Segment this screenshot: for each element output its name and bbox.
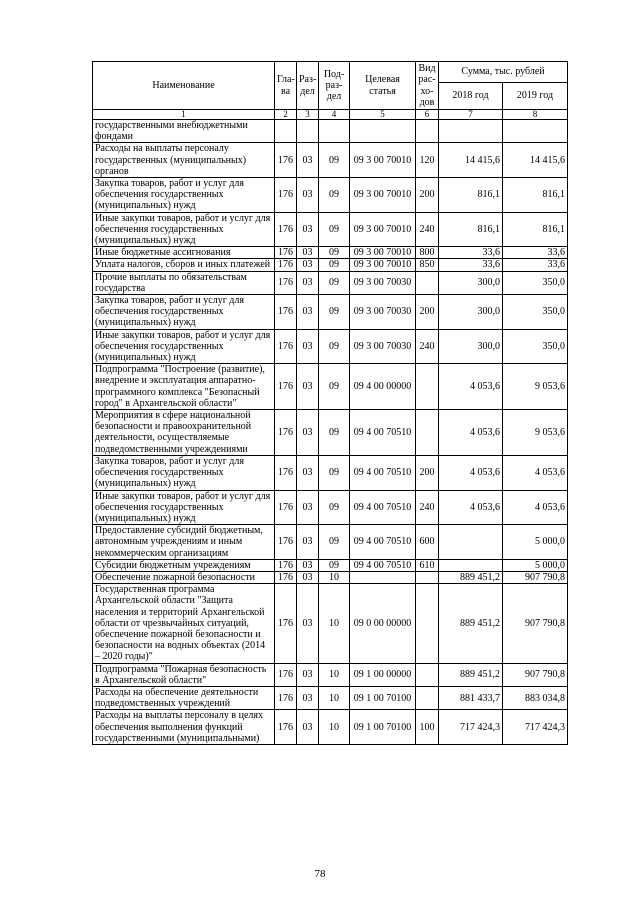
row-target: 09 3 00 70030 [350, 295, 416, 330]
row-razdel: 03 [297, 559, 319, 571]
row-name: Государственная программа Архангельской области "Защита населения и территорий Архангельской области от чрезвычайных ситуаций, обеспечение пожарной безопасности и безопасности на водных объектах (2014 – 2020 годы)" [93, 584, 275, 663]
header-target: Целевая статья [350, 62, 416, 110]
row-razdel: 03 [297, 143, 319, 178]
row-vid: 120 [416, 143, 439, 178]
table-row [93, 584, 568, 663]
row-glava: 176 [275, 178, 297, 213]
row-razdel: 03 [297, 663, 319, 686]
row-vid: 240 [416, 212, 439, 247]
row-value-2018: 4 053,6 [439, 490, 503, 525]
row-razdel: 03 [297, 710, 319, 745]
row-name: Закупка товаров, работ и услуг для обеспечения государственных (муниципальных) нужд [93, 178, 275, 213]
row-value-2018: 14 415,6 [439, 143, 503, 178]
row-vid [416, 663, 439, 686]
row-glava: 176 [275, 525, 297, 560]
row-vid [416, 584, 439, 663]
row-target: 09 4 00 70510 [350, 410, 416, 456]
row-razdel: 03 [297, 584, 319, 663]
row-glava [275, 120, 297, 143]
row-target: 09 3 00 70010 [350, 212, 416, 247]
table-row [93, 686, 568, 709]
row-value-2018: 300,0 [439, 295, 503, 330]
table-row [93, 410, 568, 456]
row-value-2019: 907 790,8 [503, 663, 568, 686]
table-row [93, 329, 568, 364]
row-value-2018: 4 053,6 [439, 364, 503, 410]
row-razdel: 03 [297, 212, 319, 247]
row-target: 09 4 00 00000 [350, 364, 416, 410]
row-vid [416, 271, 439, 294]
row-name: Подпрограмма "Построение (развитие), внедрение и эксплуатация аппаратно-программного комплекса "Безопасный город" в Архангельской области" [93, 364, 275, 410]
row-value-2019: 816,1 [503, 178, 568, 213]
row-name: Расходы на выплаты персоналу государственных (муниципальных) органов [93, 143, 275, 178]
row-value-2019: 350,0 [503, 295, 568, 330]
row-value-2018: 816,1 [439, 178, 503, 213]
row-value-2018 [439, 559, 503, 571]
table-row [93, 143, 568, 178]
row-vid: 240 [416, 329, 439, 364]
row-podrazdel: 09 [319, 329, 350, 364]
row-glava: 176 [275, 663, 297, 686]
row-vid: 800 [416, 247, 439, 259]
row-glava: 176 [275, 559, 297, 571]
row-podrazdel: 09 [319, 295, 350, 330]
row-podrazdel: 09 [319, 410, 350, 456]
row-vid: 200 [416, 295, 439, 330]
row-vid: 100 [416, 710, 439, 745]
table-row [93, 247, 568, 259]
row-value-2018: 4 053,6 [439, 455, 503, 490]
column-number: 4 [319, 110, 350, 120]
row-name: Уплата налогов, сборов и иных платежей [93, 259, 275, 271]
row-value-2018: 816,1 [439, 212, 503, 247]
header-glava: Гла- ва [275, 62, 297, 110]
row-value-2019: 9 053,6 [503, 364, 568, 410]
row-podrazdel: 09 [319, 212, 350, 247]
row-target: 09 1 00 00000 [350, 663, 416, 686]
header-razdel: Раз- дел [297, 62, 319, 110]
row-name: Расходы на выплаты персоналу в целях обеспечения выполнения функций государственными (муниципальными) [93, 710, 275, 745]
row-vid [416, 120, 439, 143]
column-number: 2 [275, 110, 297, 120]
row-value-2019: 14 415,6 [503, 143, 568, 178]
row-glava: 176 [275, 329, 297, 364]
row-podrazdel: 09 [319, 525, 350, 560]
row-value-2018: 300,0 [439, 329, 503, 364]
row-glava: 176 [275, 143, 297, 178]
row-podrazdel: 10 [319, 571, 350, 583]
row-podrazdel: 10 [319, 584, 350, 663]
row-name: государственными внебюджетными фондами [93, 120, 275, 143]
row-name: Закупка товаров, работ и услуг для обеспечения государственных (муниципальных) нужд [93, 295, 275, 330]
header-vid: Вид рас- хо- дов [416, 62, 439, 110]
row-podrazdel: 09 [319, 490, 350, 525]
row-vid [416, 571, 439, 583]
row-value-2019: 33,6 [503, 259, 568, 271]
row-name: Мероприятия в сфере национальной безопасности и правоохранительной деятельности, осуществляемые подведомственными учреждениями [93, 410, 275, 456]
row-razdel: 03 [297, 455, 319, 490]
row-value-2019: 5 000,0 [503, 559, 568, 571]
row-razdel: 03 [297, 247, 319, 259]
row-target: 09 4 00 70510 [350, 559, 416, 571]
row-name: Субсидии бюджетным учреждениям [93, 559, 275, 571]
row-razdel: 03 [297, 271, 319, 294]
row-name: Подпрограмма "Пожарная безопасность в Архангельской области" [93, 663, 275, 686]
row-target: 09 3 00 70010 [350, 178, 416, 213]
row-name: Иные закупки товаров, работ и услуг для обеспечения государственных (муниципальных) нужд [93, 212, 275, 247]
row-vid: 600 [416, 525, 439, 560]
row-vid: 240 [416, 490, 439, 525]
column-number: 7 [439, 110, 503, 120]
row-glava: 176 [275, 490, 297, 525]
row-podrazdel: 10 [319, 710, 350, 745]
column-number: 5 [350, 110, 416, 120]
row-podrazdel: 09 [319, 259, 350, 271]
row-razdel: 03 [297, 364, 319, 410]
column-number: 8 [503, 110, 568, 120]
row-razdel: 03 [297, 410, 319, 456]
row-vid: 610 [416, 559, 439, 571]
row-razdel: 03 [297, 329, 319, 364]
row-value-2019: 907 790,8 [503, 584, 568, 663]
row-target: 09 4 00 70510 [350, 455, 416, 490]
table-row [93, 295, 568, 330]
row-value-2019: 33,6 [503, 247, 568, 259]
row-name: Предоставление субсидий бюджетным, автономным учреждениям и иным некоммерческим организациям [93, 525, 275, 560]
row-value-2019: 717 424,3 [503, 710, 568, 745]
table-row [93, 559, 568, 571]
row-name: Расходы на обеспечение деятельности подведомственных учреждений [93, 686, 275, 709]
row-value-2018 [439, 120, 503, 143]
table-row [93, 525, 568, 560]
row-glava: 176 [275, 247, 297, 259]
header-name: Наименование [93, 62, 275, 110]
row-name: Иные бюджетные ассигнования [93, 247, 275, 259]
row-target: 09 3 00 70010 [350, 143, 416, 178]
table-row [93, 120, 568, 143]
row-razdel: 03 [297, 259, 319, 271]
row-value-2019: 883 034,8 [503, 686, 568, 709]
table-row [93, 364, 568, 410]
row-podrazdel: 09 [319, 247, 350, 259]
row-target: 09 1 00 70100 [350, 710, 416, 745]
row-razdel: 03 [297, 686, 319, 709]
row-value-2018: 881 433,7 [439, 686, 503, 709]
row-value-2019: 4 053,6 [503, 455, 568, 490]
table-row [93, 259, 568, 271]
row-glava: 176 [275, 571, 297, 583]
row-value-2019: 816,1 [503, 212, 568, 247]
table-row [93, 710, 568, 745]
row-value-2019: 907 790,8 [503, 571, 568, 583]
row-value-2018: 300,0 [439, 271, 503, 294]
row-glava: 176 [275, 686, 297, 709]
header-sum: Сумма, тыс. рублей [439, 62, 568, 83]
table-row [93, 178, 568, 213]
row-vid [416, 364, 439, 410]
row-vid: 200 [416, 178, 439, 213]
table-row [93, 271, 568, 294]
row-name: Закупка товаров, работ и услуг для обеспечения государственных (муниципальных) нужд [93, 455, 275, 490]
column-number: 3 [297, 110, 319, 120]
row-name: Иные закупки товаров, работ и услуг для обеспечения государственных (муниципальных) нужд [93, 329, 275, 364]
row-target: 09 3 00 70030 [350, 271, 416, 294]
row-razdel: 03 [297, 571, 319, 583]
row-target [350, 571, 416, 583]
row-razdel: 03 [297, 490, 319, 525]
row-value-2018: 33,6 [439, 259, 503, 271]
row-podrazdel: 10 [319, 663, 350, 686]
table-row [93, 663, 568, 686]
row-name: Иные закупки товаров, работ и услуг для обеспечения государственных (муниципальных) нужд [93, 490, 275, 525]
row-glava: 176 [275, 212, 297, 247]
row-podrazdel: 09 [319, 364, 350, 410]
row-razdel: 03 [297, 178, 319, 213]
row-target: 09 3 00 70010 [350, 247, 416, 259]
row-razdel: 03 [297, 525, 319, 560]
row-value-2018: 717 424,3 [439, 710, 503, 745]
row-value-2019: 350,0 [503, 271, 568, 294]
row-target [350, 120, 416, 143]
row-name: Прочие выплаты по обязательствам государства [93, 271, 275, 294]
row-razdel [297, 120, 319, 143]
column-number-row [93, 110, 568, 120]
row-vid [416, 410, 439, 456]
row-vid [416, 686, 439, 709]
row-glava: 176 [275, 271, 297, 294]
row-target: 09 4 00 70510 [350, 525, 416, 560]
row-target: 09 1 00 70100 [350, 686, 416, 709]
table-row [93, 455, 568, 490]
row-podrazdel: 09 [319, 143, 350, 178]
table-row [93, 490, 568, 525]
row-glava: 176 [275, 584, 297, 663]
row-vid: 200 [416, 455, 439, 490]
row-value-2019: 350,0 [503, 329, 568, 364]
row-value-2018: 4 053,6 [439, 410, 503, 456]
column-number: 1 [93, 110, 275, 120]
budget-table [92, 61, 568, 745]
row-podrazdel: 09 [319, 455, 350, 490]
row-podrazdel: 09 [319, 559, 350, 571]
row-value-2018: 889 451,2 [439, 571, 503, 583]
row-value-2018: 33,6 [439, 247, 503, 259]
row-target: 09 4 00 70510 [350, 490, 416, 525]
row-glava: 176 [275, 455, 297, 490]
row-glava: 176 [275, 710, 297, 745]
row-podrazdel: 10 [319, 686, 350, 709]
row-target: 09 0 00 00000 [350, 584, 416, 663]
row-glava: 176 [275, 259, 297, 271]
table-row [93, 571, 568, 583]
row-glava: 176 [275, 295, 297, 330]
row-target: 09 3 00 70010 [350, 259, 416, 271]
row-value-2019: 4 053,6 [503, 490, 568, 525]
page-number: 78 [314, 868, 326, 880]
row-name: Обеспечение пожарной безопасности [93, 571, 275, 583]
row-podrazdel: 09 [319, 178, 350, 213]
row-glava: 176 [275, 410, 297, 456]
table-row [93, 212, 568, 247]
column-number: 6 [416, 110, 439, 120]
row-value-2019: 5 000,0 [503, 525, 568, 560]
row-target: 09 3 00 70030 [350, 329, 416, 364]
row-value-2018 [439, 525, 503, 560]
header-podrazdel: Под- раз- дел [319, 62, 350, 110]
row-podrazdel: 09 [319, 271, 350, 294]
row-value-2018: 889 451,2 [439, 584, 503, 663]
row-value-2019: 9 053,6 [503, 410, 568, 456]
row-podrazdel [319, 120, 350, 143]
row-glava: 176 [275, 364, 297, 410]
row-value-2019 [503, 120, 568, 143]
row-vid: 850 [416, 259, 439, 271]
header-year-2019: 2019 год [503, 83, 568, 110]
header-year-2018: 2018 год [439, 83, 503, 110]
row-razdel: 03 [297, 295, 319, 330]
row-value-2018: 889 451,2 [439, 663, 503, 686]
